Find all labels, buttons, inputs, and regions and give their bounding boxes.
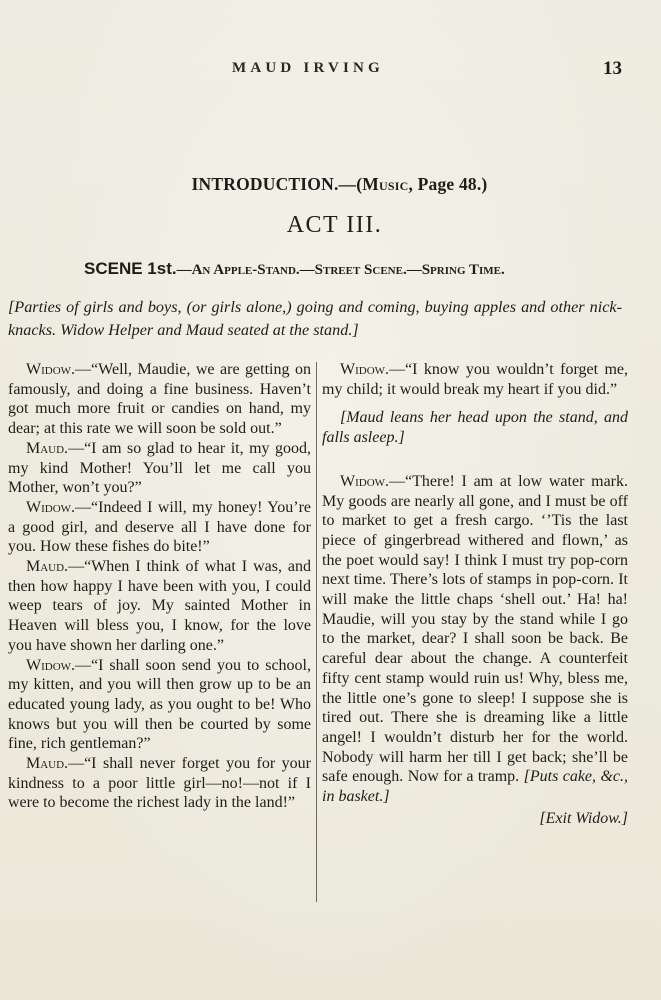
dialogue-text: —“I shall never forget you for your kindness to a poor little girl—no!—not if I were to become the richest lady in the land!” [8,755,311,812]
act-title: ACT III. [286,212,383,238]
exit-direction: [Exit Widow.] [539,809,628,827]
dialogue-text: —“I shall soon send you to school, my kitten, and you will then grow up to be an educated young lady, as you ought to be! Who knows but you will then be courted by some fine, rich gentleman?” [8,656,311,753]
running-head [0,60,661,82]
opening-stage-direction: [Parties of girls and boys, (or girls alone,) going and coming, buying apples and other nick-knacks. Widow Helper and Maud seated at the stand.] [8,298,622,339]
scene-label: SCENE 1st. [84,259,177,278]
dialogue-paragraph [322,360,628,399]
dialogue-paragraph [322,472,628,807]
speaker-name: Widow. [26,361,76,378]
paragraph-gap [322,456,628,472]
speaker-name: Widow. [26,656,76,674]
page-reference: , Page 48.) [408,174,488,194]
speaker-name: Widow. [340,472,390,490]
running-title: MAUD IRVING [232,60,384,76]
speaker-name: Maud. [26,439,69,457]
introduction-text: INTRODUCTION.—( [191,174,363,194]
speaker-name: Widow. [26,498,76,516]
scene-heading [84,259,505,279]
dialogue-paragraph [8,754,311,813]
right-column [322,360,628,828]
inline-stage-direction: [Puts cake, &c., in basket.] [322,768,629,806]
dialogue-paragraph [8,557,311,656]
speaker-name: Maud. [26,755,69,773]
speaker-name: Maud. [26,558,69,576]
dialogue-text: —“Well, Maudie, we are getting on famously, and doing a fine business. Haven’t got much more fruit or candies on hand, my dear; at this rate we will soon be sold out.” [8,361,311,438]
dialogue-paragraph [8,439,311,498]
column-divider [316,362,317,902]
dialogue-paragraph [8,656,311,755]
scene-description: —An Apple-Stand.—Street Scene.—Spring Time. [176,262,505,278]
dialogue-text: —“I am so glad to hear it, my good, my kind Mother! You’ll let me call you Mother, won’t you?” [8,439,311,497]
dialogue-text: —“There! I am at low water mark. My goods are nearly all gone, and I must be off to market to get a fresh cargo. ‘’Tis the last piece of gingerbread withered and flown,’ as the poet would say! I think I must try pop-corn next time. There’s lots of stamps in pop-corn. It will make the little chaps ‘shell out.’ Ha! ha! Maudie, will you stay by the stand while I go to the market, dear? I shall soon be back. Be careful dear about the change. A counterfeit fifty cent stamp would ruin us! Why, bless me, the little one’s gone to sleep! I suppose she is tired out. There she is dreaming like a little angel! I wouldn’t disturb her for the world. Nobody will harm her till I get back; she’ll be safe enough. Now for a tramp. [322,472,628,786]
music-label: Music [362,174,409,194]
dialogue-text: —“Indeed I will, my honey! You’re a good girl, and deserve all I have done for you. How these fishes do bite!” [8,498,311,556]
speaker-name: Widow. [340,361,390,378]
dialogue-text: —“When I think of what I was, and then how happy I have been with you, I could weep tears of joy. My sainted Mother in Heaven will bless you, I know, for the love you have shown her darling one.” [8,558,311,654]
stage-direction: [Maud leans her head upon the stand, and falls asleep.] [322,409,628,447]
dialogue-paragraph [8,498,311,557]
page-number: 13 [603,58,622,79]
dialogue-text: —“I know you wouldn’t forget me, my child; it would break my heart if you did.” [322,361,628,398]
left-column [8,360,311,813]
dialogue-paragraph [8,360,311,439]
introduction-line [0,174,661,195]
